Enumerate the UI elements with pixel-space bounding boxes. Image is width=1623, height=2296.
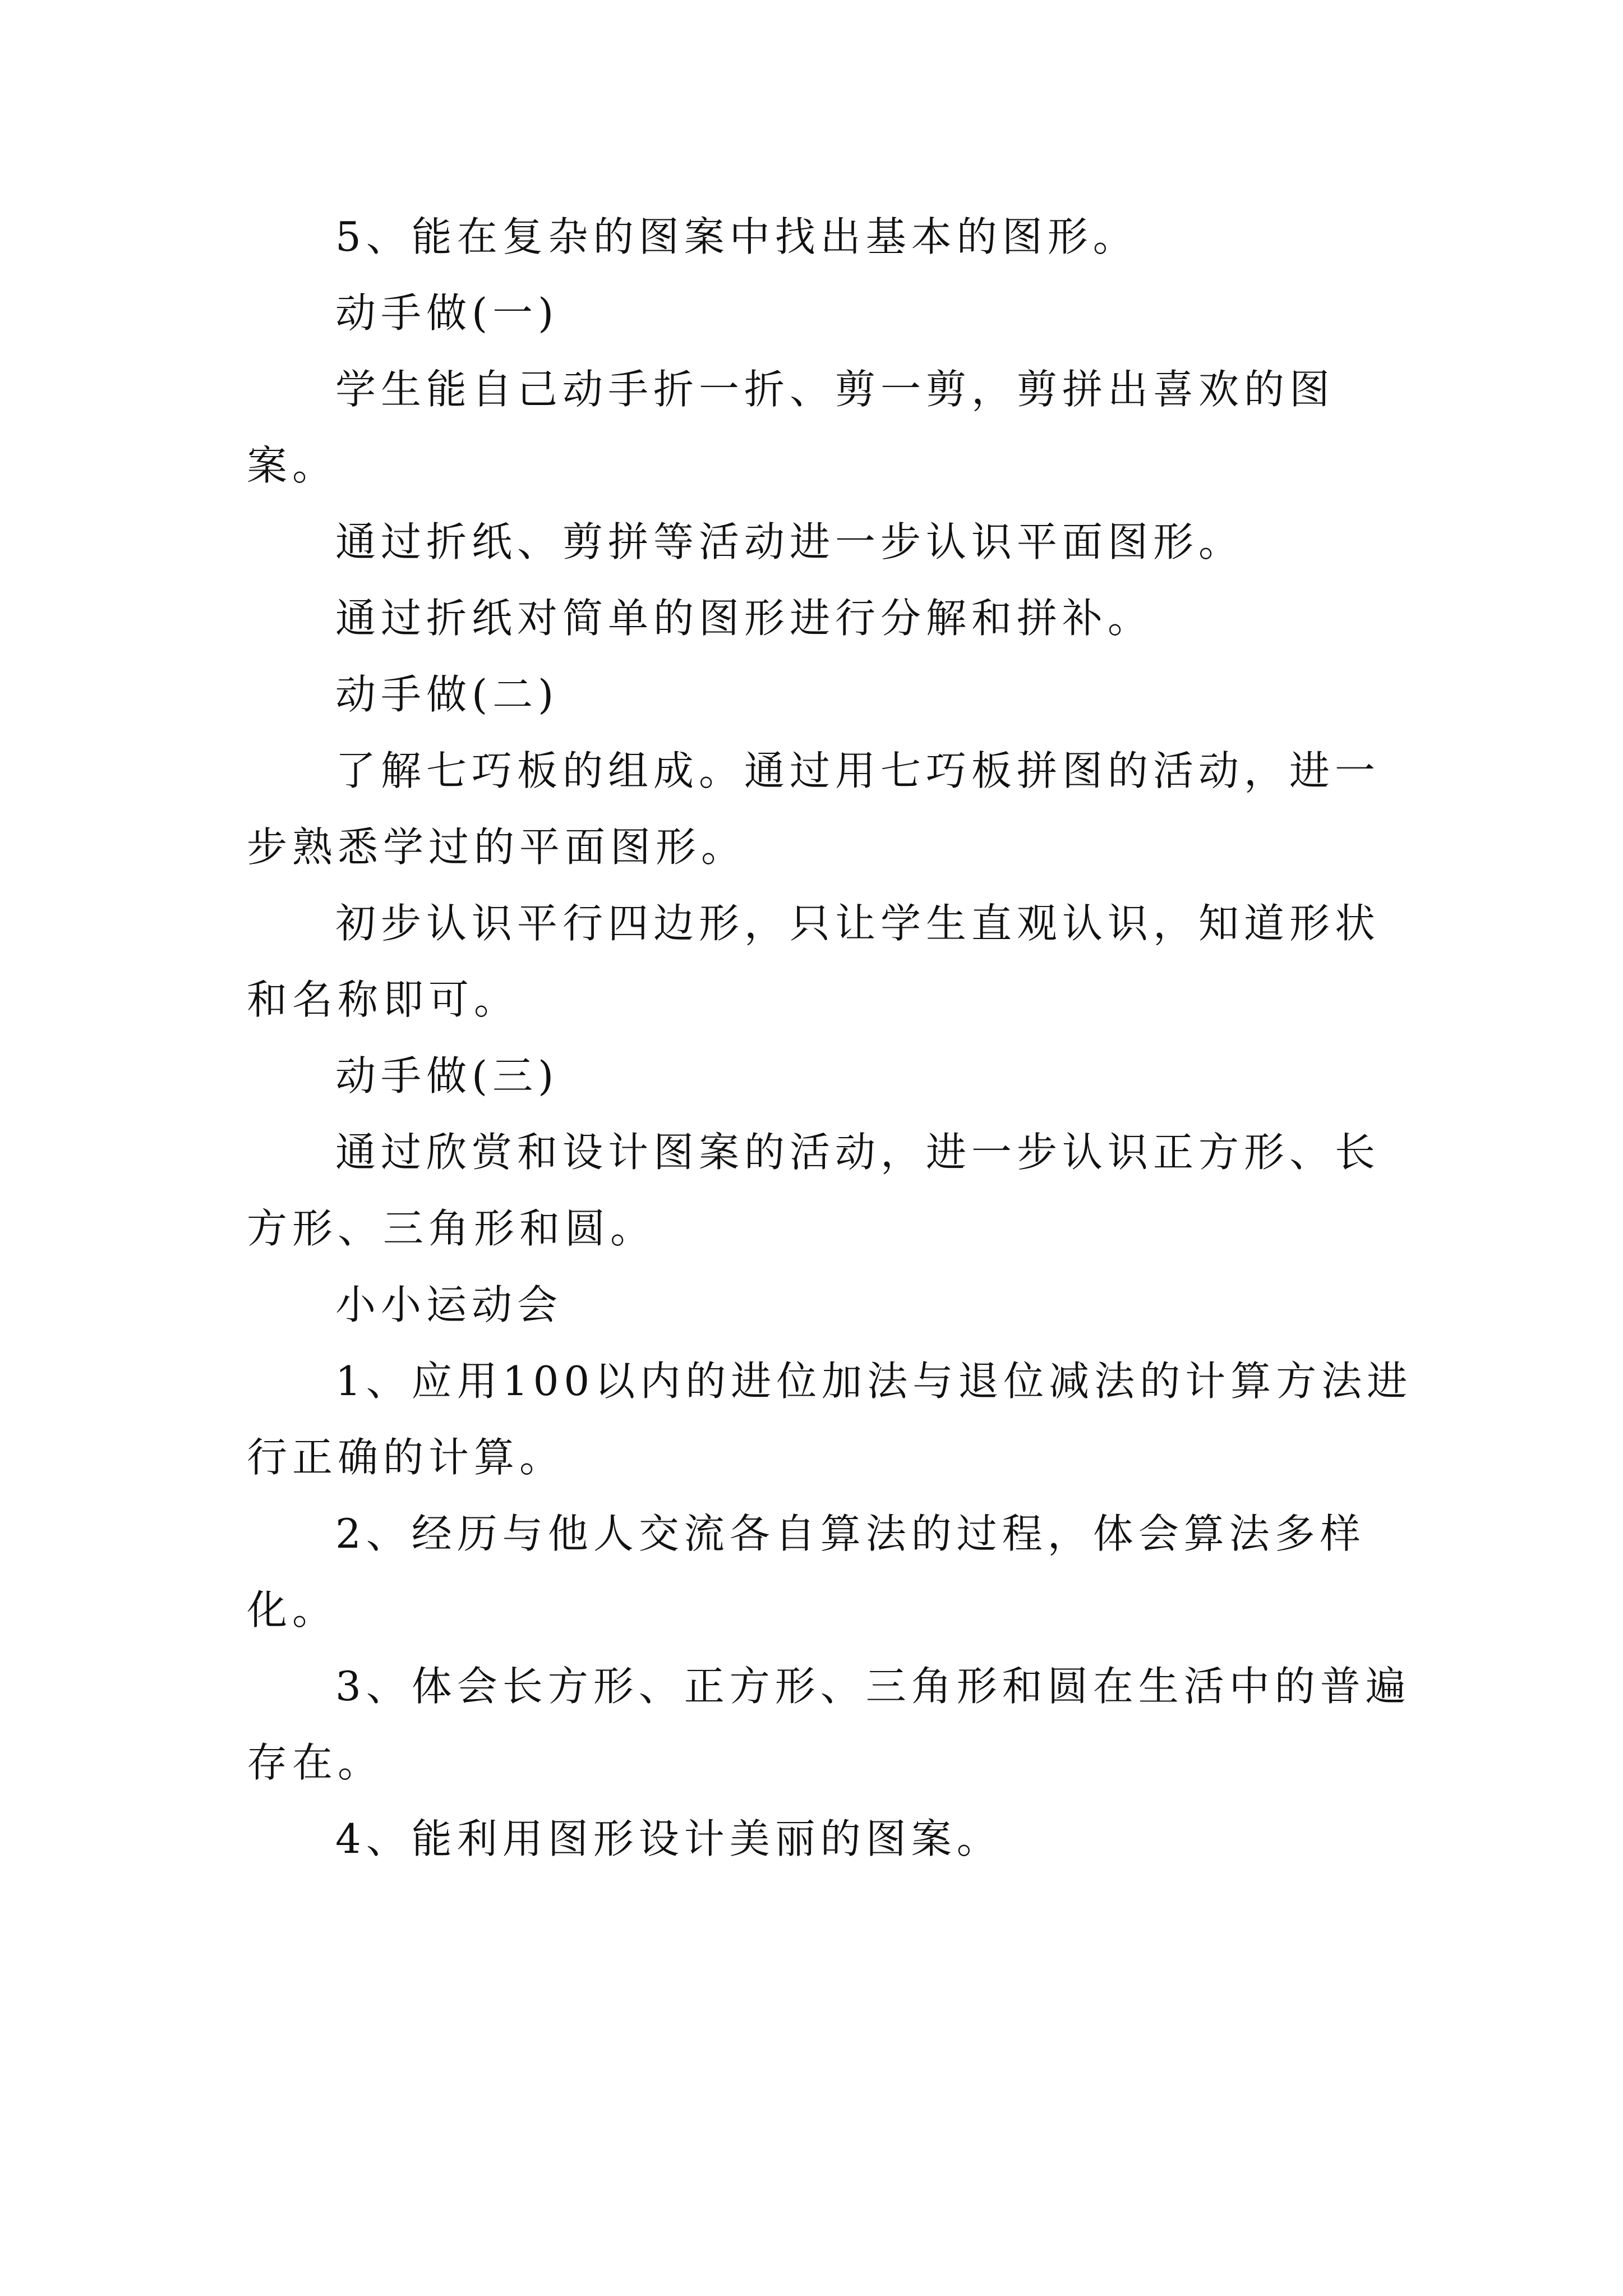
document-body — [247, 199, 1424, 1877]
paragraph-goal-2: 2、经历与他人交流各自算法的过程，体会算法多样化。 — [247, 1510, 1366, 1634]
heading-sports-meet: 小小运动会 — [335, 1281, 563, 1328]
heading-hands-on-3: 动手做(三) — [335, 1052, 559, 1099]
paragraph-pattern-design: 通过欣赏和设计图案的活动，进一步认识正方形、长方形、三角形和圆。 — [247, 1129, 1381, 1252]
paragraph-plane-shapes: 通过折纸、剪拼等活动进一步认识平面图形。 — [335, 518, 1244, 565]
paragraph-parallelogram: 初步认识平行四边形，只让学生直观认识，知道形状和名称即可。 — [247, 900, 1381, 1023]
paragraph-tangram: 了解七巧板的组成。通过用七巧板拼图的活动，进一步熟悉学过的平面图形。 — [247, 747, 1381, 871]
paragraph-decompose: 通过折纸对简单的图形进行分解和拼补。 — [335, 595, 1154, 642]
paragraph-goal-4: 4、能利用图形设计美丽的图案。 — [335, 1815, 1002, 1862]
heading-hands-on-1: 动手做(一) — [335, 289, 559, 337]
heading-hands-on-2: 动手做(二) — [335, 671, 559, 718]
paragraph-goal-3: 3、体会长方形、正方形、三角形和圆在生活中的普遍存在。 — [247, 1663, 1411, 1786]
paragraph-goal-1: 1、应用100以内的进位加法与退位减法的计算方法进行正确的计算。 — [247, 1358, 1413, 1481]
paragraph-fold-cut: 学生能自己动手折一折、剪一剪，剪拼出喜欢的图案。 — [247, 366, 1335, 489]
paragraph-goal-5: 5、能在复杂的图案中找出基本的图形。 — [335, 213, 1138, 260]
